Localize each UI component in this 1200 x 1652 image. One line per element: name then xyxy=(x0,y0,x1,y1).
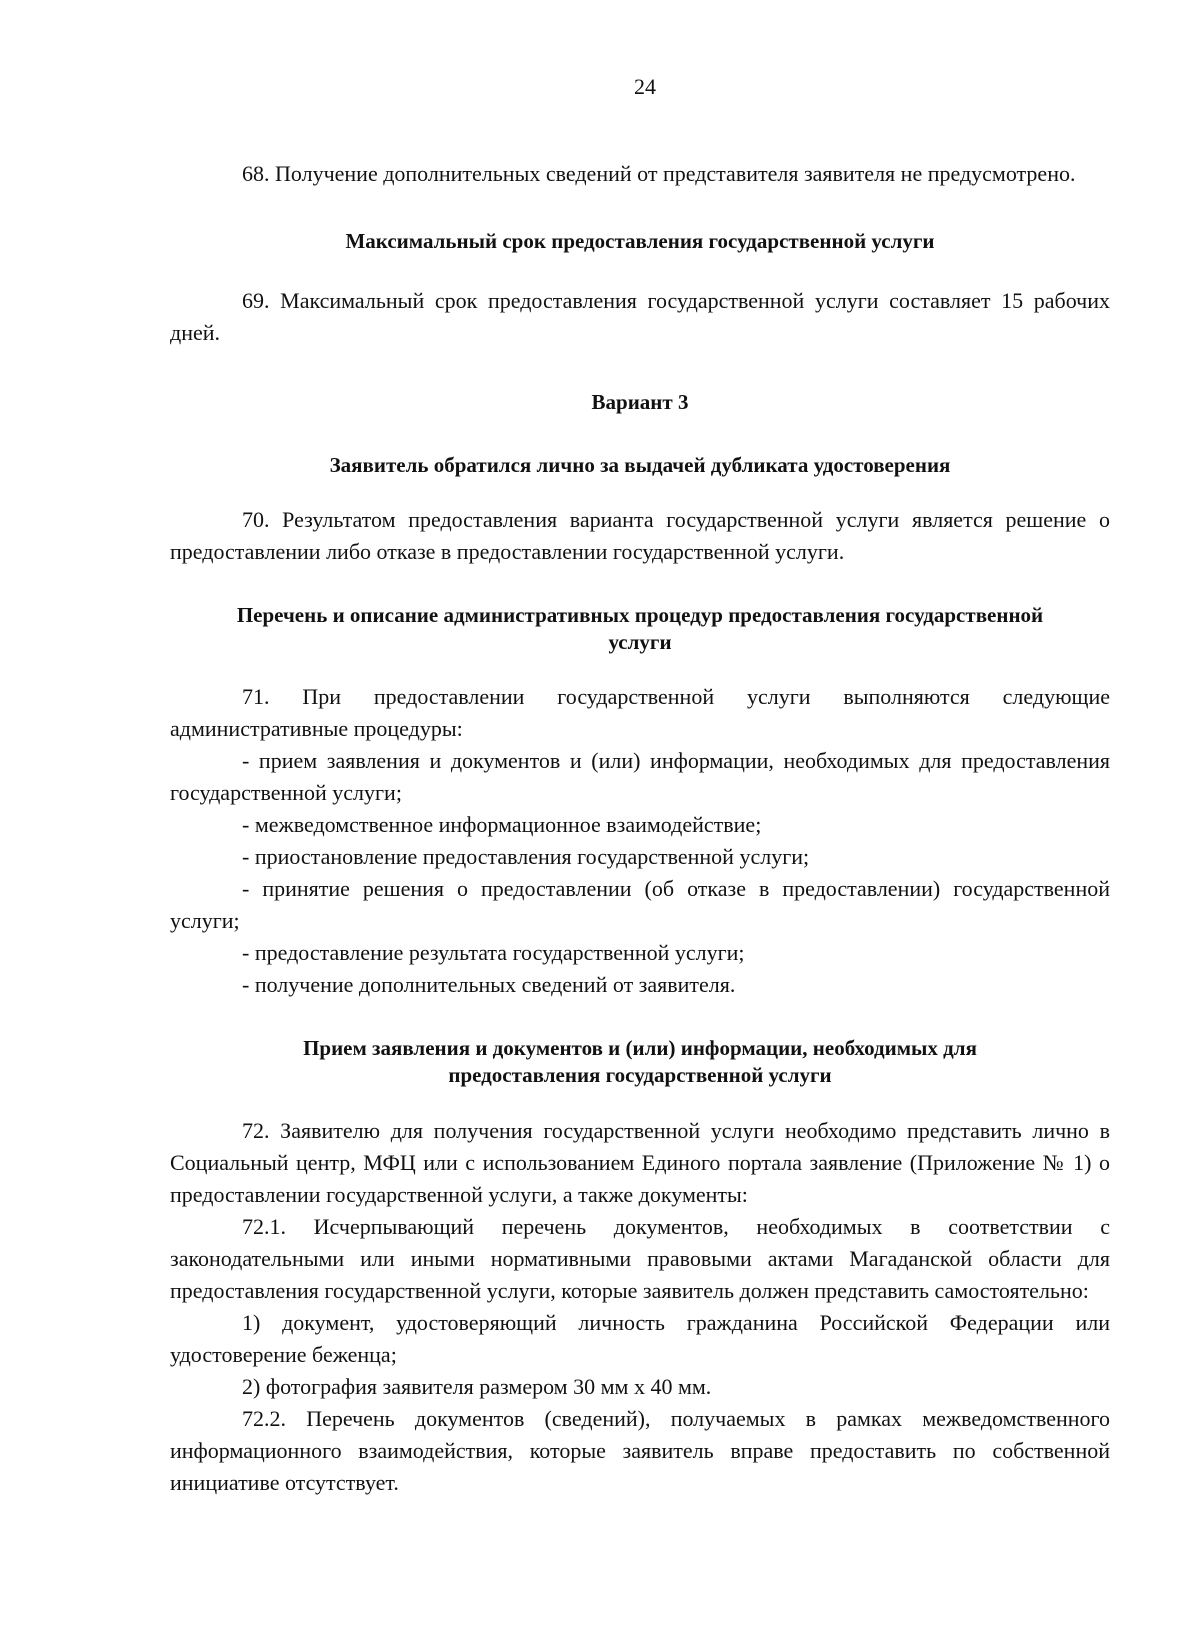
document-body xyxy=(170,158,1110,1499)
list-item: - принятие решения о предоставлении (об отказе в предоставлении) государственной услуги; xyxy=(170,876,1110,933)
heading-application-intake: Прием заявления и документов и (или) информации, необходимых для предоставления государственной услуги xyxy=(303,1036,977,1087)
heading-max-term: Максимальный срок предоставления государственной услуги xyxy=(345,229,935,253)
paragraph-71: 71. При предоставлении государственной услуги выполняются следующие административные процедуры: xyxy=(170,684,1110,741)
paragraph-72-1: 72.1. Исчерпывающий перечень документов, необходимых в соответствии с законодательными или иными нормативными правовыми актами Магаданской области для предоставления государственной услуги, которые заявитель должен представить самостоятельно: xyxy=(170,1214,1110,1303)
list-item: - получение дополнительных сведений от заявителя. xyxy=(242,972,736,997)
list-item: - предоставление результата государственной услуги; xyxy=(242,940,745,965)
heading-duplicate-request: Заявитель обратился лично за выдачей дубликата удостоверения xyxy=(329,453,951,477)
list-item: - приостановление предоставления государственной услуги; xyxy=(242,844,810,869)
heading-procedures: Перечень и описание административных процедур предоставления государственной услуги xyxy=(236,603,1044,654)
paragraph-69: 69. Максимальный срок предоставления государственной услуги составляет 15 рабочих дней. xyxy=(170,288,1110,345)
paragraph-72-2: 72.2. Перечень документов (сведений), получаемых в рамках межведомственного информационного взаимодействия, которые заявитель вправе предоставить по собственной инициативе отсутствует. xyxy=(170,1406,1110,1495)
heading-variant: Вариант 3 xyxy=(591,390,689,414)
list-item: 1) документ, удостоверяющий личность гражданина Российской Федерации или удостоверение беженца; xyxy=(170,1310,1110,1367)
page-number: 24 xyxy=(634,74,656,99)
list-item: - прием заявления и документов и (или) информации, необходимых для предоставления государственной услуги; xyxy=(170,748,1110,805)
paragraph-70: 70. Результатом предоставления варианта государственной услуги является решение о предоставлении либо отказе в предоставлении государственной услуги. xyxy=(170,507,1110,564)
paragraph-72: 72. Заявителю для получения государственной услуги необходимо представить лично в Социальный центр, МФЦ или с использованием Единого портала заявление (Приложение № 1) о предоставлении государственной услуги, а также документы: xyxy=(170,1118,1110,1207)
list-item: - межведомственное информационное взаимодействие; xyxy=(242,812,762,837)
list-item: 2) фотография заявителя размером 30 мм х 40 мм. xyxy=(242,1374,712,1399)
paragraph-68: 68. Получение дополнительных сведений от представителя заявителя не предусмотрено. xyxy=(242,161,1076,186)
